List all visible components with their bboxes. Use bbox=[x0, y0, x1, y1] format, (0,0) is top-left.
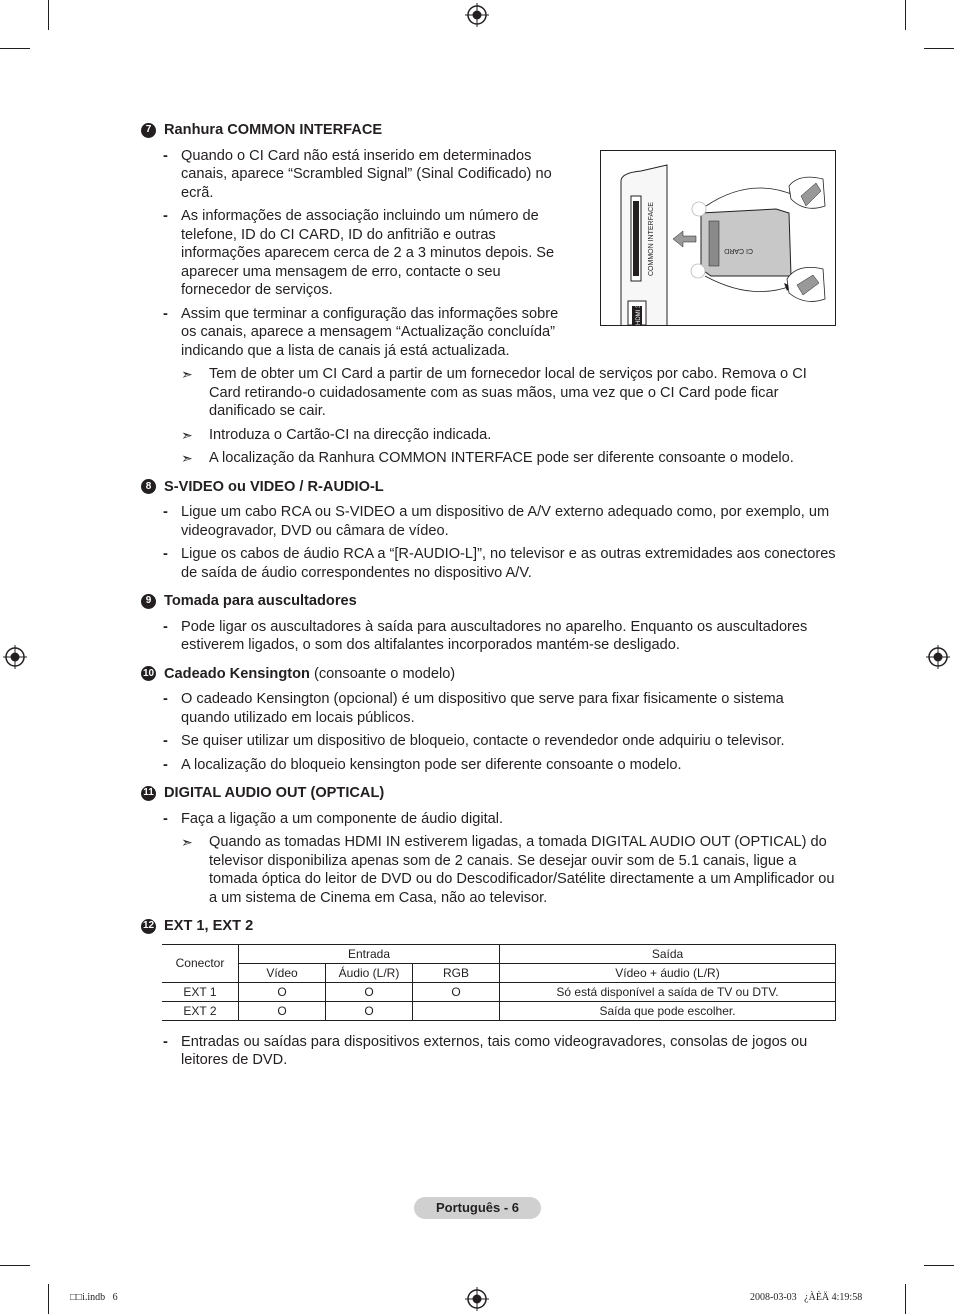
note-text: Quando as tomadas HDMI IN estiverem ligadas, a tomada DIGITAL AUDIO OUT (OPTICAL) do televisor disponibiliza apenas som de 2 canais. Se desejar ouvir som de 5.1 canais, ligue a tomada óptica do leitor de DVD ou do Descodificador/Satélite directamente a um Amplificador ou a um sistema de Cinema em Casa, não ao televisor. bbox=[209, 834, 835, 906]
table-cell: EXT 1 bbox=[162, 982, 239, 1001]
registration-mark-icon bbox=[465, 1287, 489, 1311]
arrow-icon: ➣ bbox=[181, 426, 193, 443]
section-heading bbox=[140, 592, 836, 611]
item-text: Se quiser utilizar um dispositivo de bloqueio, contacte o revendedor onde adquiriu o televisor. bbox=[181, 733, 785, 749]
table-cell: EXT 2 bbox=[162, 1001, 239, 1020]
page-content bbox=[140, 121, 836, 1080]
note-item bbox=[181, 365, 836, 421]
dash-bullet: - bbox=[163, 756, 168, 773]
crop-mark bbox=[48, 0, 49, 30]
number-badge: 11 bbox=[141, 786, 156, 801]
section-heading bbox=[140, 917, 836, 936]
list-item bbox=[140, 147, 570, 203]
dash-bullet: - bbox=[163, 691, 168, 707]
section-heading bbox=[140, 121, 836, 140]
section-digital-audio bbox=[140, 784, 836, 907]
table-cell: O bbox=[239, 1001, 326, 1020]
list-item bbox=[140, 1033, 836, 1070]
number-badge: 10 bbox=[141, 666, 156, 681]
section-ext bbox=[140, 917, 836, 1070]
item-text: A localização do bloqueio kensington pode ser diferente consoante o modelo. bbox=[181, 756, 682, 773]
list-item bbox=[140, 690, 836, 727]
item-text: Pode ligar os auscultadores à saída para auscultadores no aparelho. Enquanto os auscultadores estiverem ligados, o som dos altifalantes incorporados mantém-se desligado. bbox=[181, 618, 808, 653]
crop-mark bbox=[0, 1265, 30, 1266]
number-badge: 8 bbox=[141, 479, 156, 494]
table-cell: Saída que pode escolher. bbox=[500, 1001, 836, 1020]
table-row bbox=[162, 982, 836, 1001]
section-kensington bbox=[140, 665, 836, 775]
section-title: EXT 1, EXT 2 bbox=[164, 918, 254, 934]
list-item bbox=[140, 503, 836, 540]
table-subheader: Vídeo + áudio (L/R) bbox=[500, 963, 836, 982]
table-cell: O bbox=[239, 982, 326, 1001]
note-text: A localização da Ranhura COMMON INTERFACE pode ser diferente consoante o modelo. bbox=[209, 450, 794, 466]
list-item bbox=[140, 618, 836, 655]
section-title-suffix: (consoante o modelo) bbox=[309, 665, 456, 682]
imprint-filename: □□i.indb 6 bbox=[70, 1292, 118, 1303]
table-cell bbox=[413, 1001, 500, 1020]
item-text: Ligue os cabos de áudio RCA a “[R-AUDIO-L]”, no televisor e as outras extremidades aos conectores de saída de áudio correspondentes no dispositivo A/V. bbox=[181, 546, 836, 581]
table-cell: O bbox=[326, 982, 413, 1001]
registration-mark-icon bbox=[3, 645, 27, 669]
note-text: Tem de obter um CI Card a partir de um fornecedor local de serviços por cabo. Remova o CI Card retirando-o cuidadosamente com as suas mãos, uma vez que o CI Card pode ficar danificado se cair. bbox=[209, 366, 807, 419]
table-cell: O bbox=[413, 982, 500, 1001]
number-badge: 9 bbox=[141, 594, 156, 609]
dash-bullet: - bbox=[163, 810, 168, 827]
number-badge: 7 bbox=[141, 123, 156, 138]
arrow-icon: ➣ bbox=[181, 834, 193, 850]
section-s-video bbox=[140, 478, 836, 583]
number-badge: 12 bbox=[141, 919, 156, 934]
table-cell: O bbox=[326, 1001, 413, 1020]
note-item bbox=[181, 449, 836, 468]
section-title: Tomada para auscultadores bbox=[164, 593, 357, 609]
page-number-badge: Português - 6 bbox=[414, 1197, 541, 1219]
dash-bullet: - bbox=[163, 305, 168, 322]
dash-bullet: - bbox=[163, 733, 168, 749]
item-text: Assim que terminar a configuração das informações sobre os canais, aparece a mensagem “Actualização concluída” indicando que a lista de canais já está actualizada. bbox=[181, 305, 559, 359]
item-text: As informações de associação incluindo um número de telefone, ID do CI CARD, ID do anfitrião e outras informações aparecem cerca de 2 a 3 minutos depois. Se aparecer uma mensagem de erro, contacte o seu fornecedor de serviços. bbox=[181, 208, 555, 298]
arrow-icon: ➣ bbox=[181, 450, 193, 466]
figure-port-label: HDMI 3 bbox=[636, 304, 642, 325]
section-title: S-VIDEO ou VIDEO / R-AUDIO-L bbox=[164, 478, 384, 495]
dash-bullet: - bbox=[163, 618, 168, 635]
dash-bullet: - bbox=[163, 1033, 168, 1050]
item-text: O cadeado Kensington (opcional) é um dispositivo que serve para fixar fisicamente o sistema quando utilizado em locais públicos. bbox=[181, 691, 784, 726]
section-heading bbox=[140, 478, 836, 497]
crop-mark bbox=[48, 1284, 49, 1314]
table-header-saida: Saída bbox=[500, 944, 836, 963]
list-item bbox=[140, 756, 836, 775]
section-headphones bbox=[140, 592, 836, 655]
crop-mark bbox=[924, 1265, 954, 1266]
table-subheader: Vídeo bbox=[239, 963, 326, 982]
section-heading bbox=[140, 665, 836, 684]
section-common-interface bbox=[140, 121, 836, 468]
table-header-conector: Conector bbox=[162, 944, 239, 982]
dash-bullet: - bbox=[163, 147, 168, 164]
crop-mark bbox=[905, 1284, 906, 1314]
note-item bbox=[181, 833, 836, 907]
table-subheader: Áudio (L/R) bbox=[326, 963, 413, 982]
section-title: DIGITAL AUDIO OUT (OPTICAL) bbox=[164, 785, 385, 801]
list-item bbox=[140, 732, 836, 751]
figure-card-label: CI CARD bbox=[724, 247, 753, 254]
note-text: Introduza o Cartão-CI na direcção indicada. bbox=[209, 426, 492, 443]
table-row bbox=[162, 1001, 836, 1020]
dash-bullet: - bbox=[163, 546, 168, 562]
crop-mark bbox=[924, 48, 954, 49]
list-item bbox=[140, 207, 570, 300]
figure-slot-label: COMMON INTERFACE bbox=[648, 202, 655, 276]
list-item bbox=[140, 810, 836, 829]
crop-mark bbox=[905, 0, 906, 30]
section-title: Ranhura COMMON INTERFACE bbox=[164, 122, 383, 138]
registration-mark-icon bbox=[926, 645, 950, 669]
item-text: Quando o CI Card não está inserido em determinados canais, aparece “Scrambled Signal” (Sinal Codificado) no ecrã. bbox=[181, 147, 552, 201]
table-header-entrada: Entrada bbox=[239, 944, 500, 963]
dash-bullet: - bbox=[163, 208, 168, 224]
note-item bbox=[181, 426, 836, 445]
section-title: Cadeado Kensington bbox=[164, 665, 310, 682]
crop-mark bbox=[0, 48, 30, 49]
imprint-timestamp: 2008-03-03 ¿ÀÈÄ 4:19:58 bbox=[750, 1292, 863, 1303]
list-item bbox=[140, 545, 836, 582]
arrow-icon: ➣ bbox=[181, 366, 193, 382]
section-heading bbox=[140, 784, 836, 803]
registration-mark-icon bbox=[465, 3, 489, 27]
item-text: Ligue um cabo RCA ou S-VIDEO a um dispositivo de A/V externo adequado como, por exemplo, um videogravador, DVD ou câmara de vídeo. bbox=[181, 504, 830, 539]
item-text: Faça a ligação a um componente de áudio digital. bbox=[181, 810, 504, 827]
list-item bbox=[140, 305, 570, 361]
dash-bullet: - bbox=[163, 504, 168, 520]
item-text: Entradas ou saídas para dispositivos externos, tais como videogravadores, consolas de jogos ou leitores de DVD. bbox=[181, 1033, 808, 1068]
table-cell: Só está disponível a saída de TV ou DTV. bbox=[500, 982, 836, 1001]
table-subheader: RGB bbox=[413, 963, 500, 982]
ext-table bbox=[162, 944, 836, 1021]
